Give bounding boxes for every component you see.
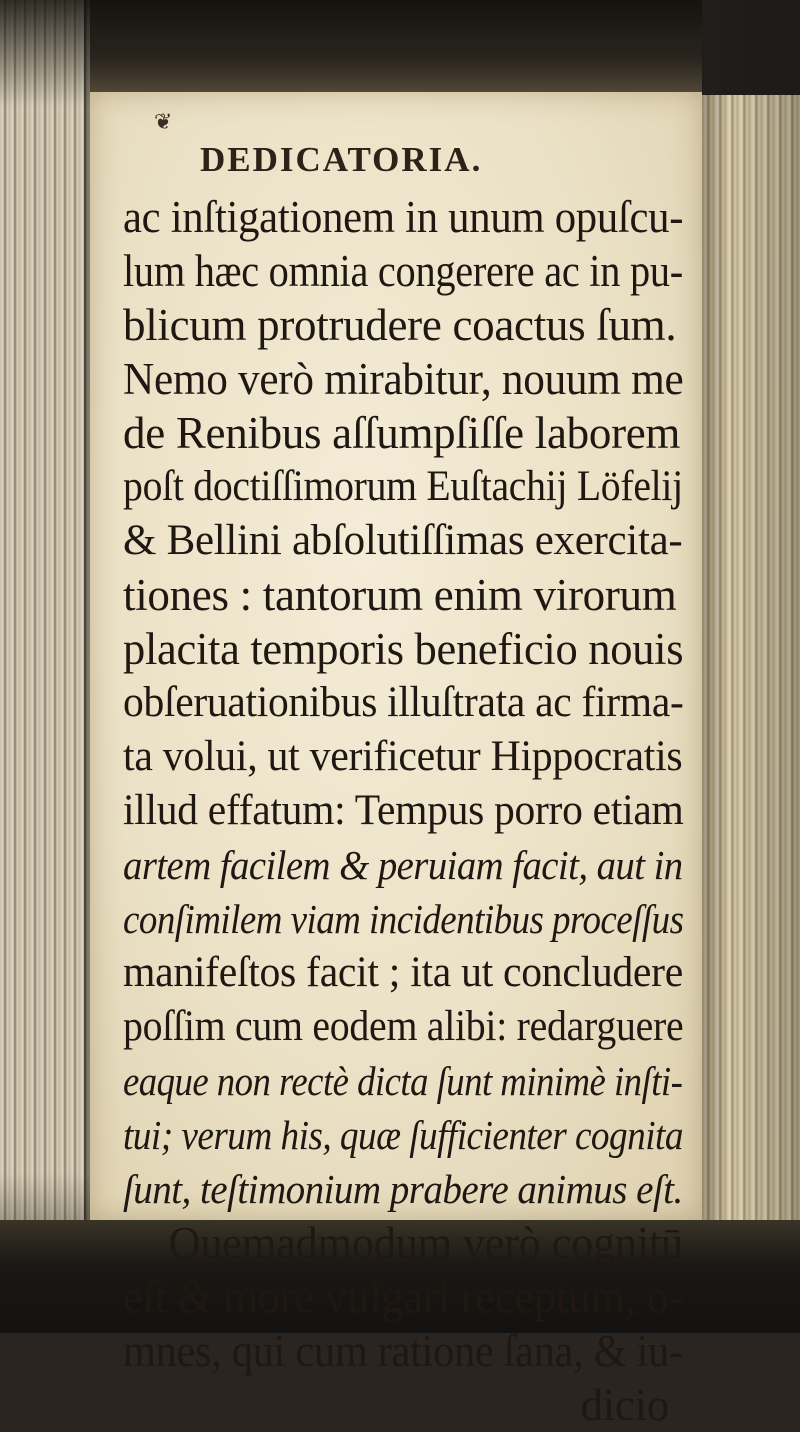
running-head: DEDICATORIA. <box>200 140 483 179</box>
text-line: & Bellini abſolutiſſimas exercita- <box>123 517 683 564</box>
text-line: illud effatum: Tempus porro etiam <box>123 787 684 834</box>
ornament-icon: ❦ <box>154 110 173 135</box>
left-page-edges <box>0 0 92 1333</box>
text-line: ſunt, teſtimonium prabere animus eſt. <box>123 1166 683 1212</box>
text-line: Quemadmodum verò cognitū <box>168 1218 683 1268</box>
text-line: conſimilem viam incidentibus proceſſus <box>123 896 684 942</box>
text-line: blicum protrudere coactus ſum. <box>123 300 677 350</box>
text-line: placita temporis beneficio nouis <box>123 624 684 674</box>
text-line: tui; verum his, quæ ſufficienter cognita <box>123 1112 683 1158</box>
text-line: poſſim cum eodem alibi: redarguere <box>123 1003 684 1050</box>
right-page-edges <box>702 95 800 1235</box>
text-line: ac inſtigationem in unum opuſcu- <box>123 192 684 242</box>
text-line: poſt doctiſſimorum Euſtachij Löfelij <box>123 463 683 510</box>
text-line: ta volui, ut verificetur Hippocratis <box>123 733 683 780</box>
text-line: manifeſtos facit ; ita ut concludere <box>123 949 683 996</box>
text-line: Nemo verò mirabitur, nouum me <box>123 354 684 404</box>
text-line: eaque non rectè dicta ſunt minimè inſti- <box>123 1058 683 1104</box>
text-line: obſeruationibus illuſtrata ac firma- <box>123 679 684 726</box>
text-line: tiones : tantorum enim virorum <box>123 570 677 620</box>
text-line: lum hæc omnia congerere ac in pu- <box>123 246 683 296</box>
text-line: artem facilem & peruiam facit, aut in <box>123 842 683 888</box>
body-text <box>123 190 683 1432</box>
text-line: eſt & more vulgari receptum, o- <box>123 1272 684 1322</box>
text-line: de Renibus aſſumpſiſſe laborem <box>123 408 681 458</box>
top-background <box>90 0 702 100</box>
text-line: mnes, qui cum ratione ſana, & iu- <box>123 1326 683 1376</box>
catchword: dicio <box>580 1380 669 1430</box>
